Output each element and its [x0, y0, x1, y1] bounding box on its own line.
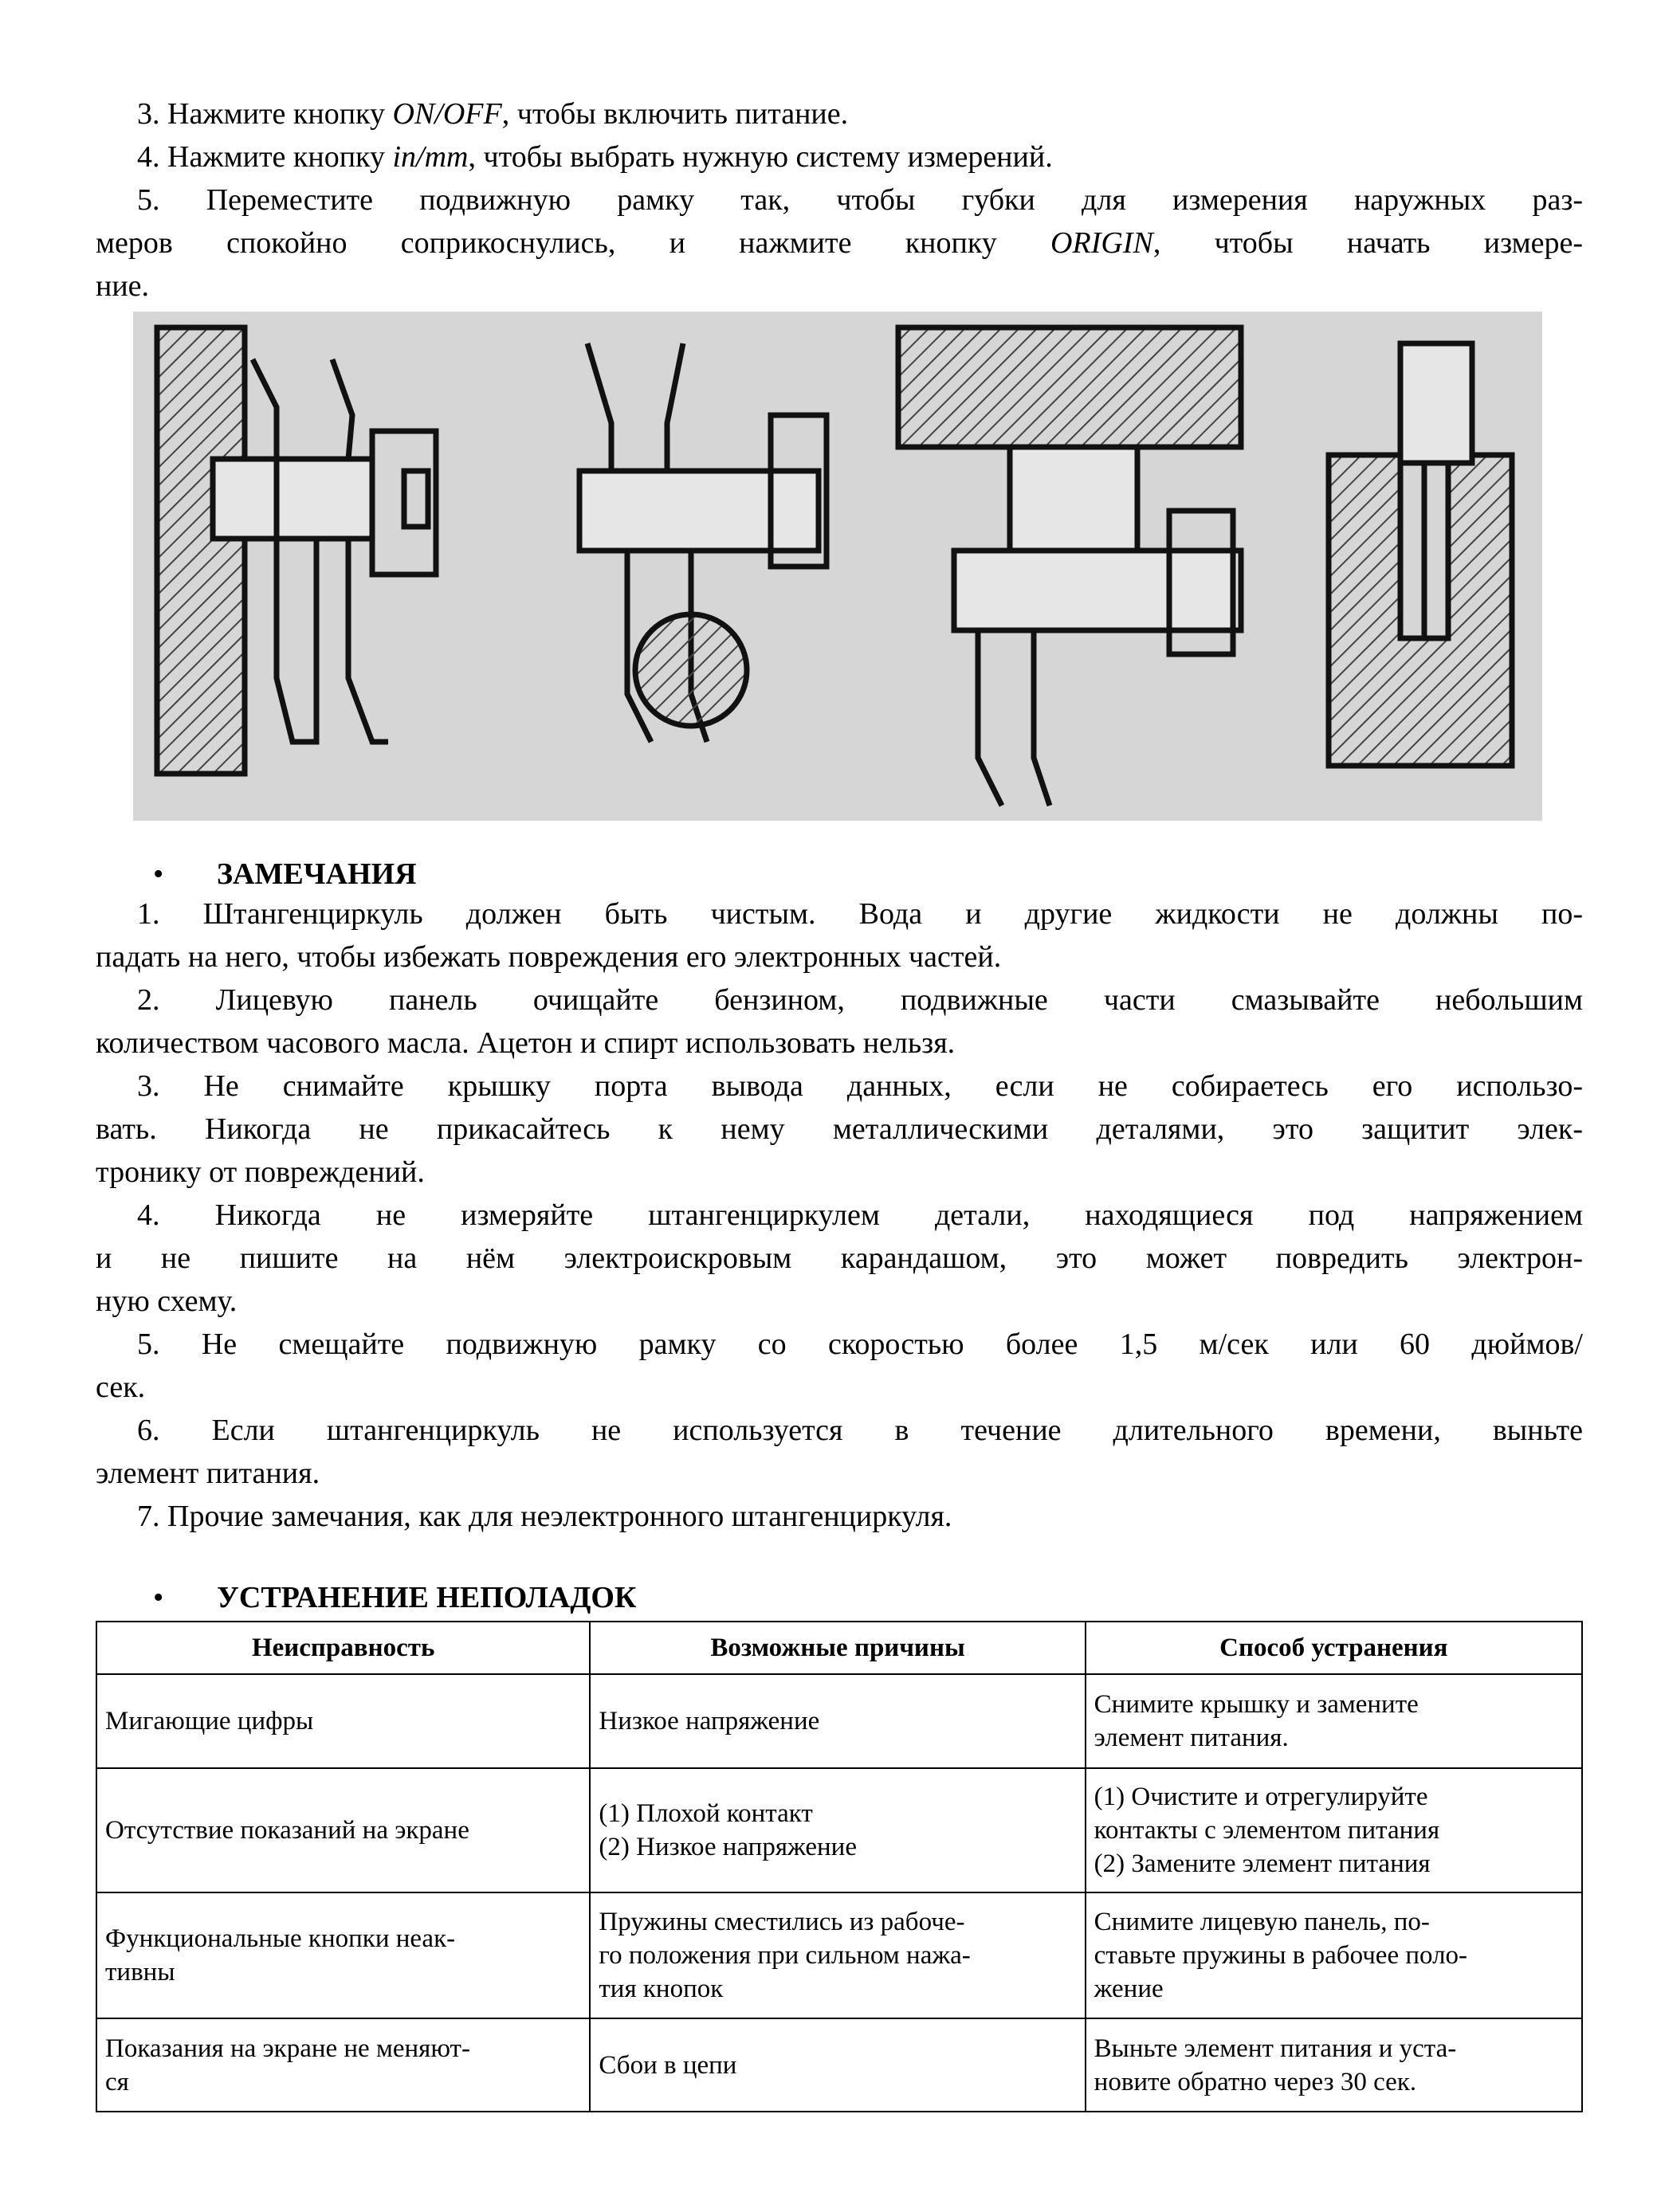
cause-cell: Пружины сместились из рабоче- го положения при сильном нажа- тия кнопок — [590, 1892, 1085, 2018]
text-segment: ние. — [96, 269, 150, 303]
fault-cell: Показания на экране не меняют- ся — [96, 2018, 590, 2112]
note-line: 3. Не снимайте крышку порта вывода данных, если не собираетесь его использо- — [137, 1069, 1583, 1103]
note-line: и не пишите на нём электроискровым карандашом, это может повредить электрон- — [96, 1241, 1583, 1275]
button-name: in/mm — [392, 140, 469, 174]
troubleshooting-heading-text: УСТРАНЕНИЕ НЕПОЛАДОК — [217, 1581, 637, 1614]
note-line: падать на него, чтобы избежать повреждения его электронных частей. — [96, 940, 1002, 974]
remedy-cell: (1) Очистите и отрегулируйте контакты с элементом питания (2) Замените элемент питания — [1086, 1768, 1582, 1892]
table-row — [96, 1674, 1582, 1768]
note-line: 5. Не смещайте подвижную рамку со скоростью более 1,5 м/сек или 60 дюймов/ — [137, 1328, 1583, 1361]
remedy-cell: Выньте элемент питания и уста- новите обратно через 30 сек. — [1086, 2018, 1582, 2112]
note-line: вать. Никогда не прикасайтесь к нему металлическими деталями, это защитит элек- — [96, 1112, 1583, 1146]
text-line — [96, 178, 1583, 222]
note-line: 1. Штангенциркуль должен быть чистым. Вода и другие жидкости не должны по- — [137, 897, 1583, 931]
note-line: 7. Прочие замечания, как для неэлектронного штангенциркуля. — [137, 1500, 952, 1533]
note-line: 2. Лицевую панель очищайте бензином, подвижные части смазывайте небольшим — [137, 983, 1583, 1017]
bullet: • — [153, 857, 164, 891]
text-segment: меров спокойно соприкоснулись, и нажмите кнопку — [96, 226, 1051, 260]
table-row — [96, 1892, 1582, 2018]
note-line: ную схему. — [96, 1284, 238, 1318]
header-causes: Возможные причины — [590, 1622, 1085, 1674]
remedy-cell: Снимите лицевую панель, по- ставьте пружины в рабочее поло- жение — [1086, 1892, 1582, 2018]
button-name: ORIGIN — [1050, 226, 1153, 260]
header-remedy: Способ устранения — [1086, 1622, 1582, 1674]
text-segment: 4. Нажмите кнопку — [137, 140, 393, 174]
notes-heading — [153, 853, 417, 896]
cause-cell: (1) Плохой контакт (2) Низкое напряжение — [590, 1768, 1085, 1892]
remedy-cell: Снимите крышку и замените элемент питания. — [1086, 1674, 1582, 1768]
caliper-usage-figure — [133, 312, 1542, 821]
text-segment: 5. Переместите подвижную рамку так, чтобы губки для измерения наружных раз- — [137, 183, 1583, 217]
note-line: 6. Если штангенциркуль не используется в течение длительного времени, выньте — [137, 1414, 1583, 1447]
troubleshooting-table — [96, 1621, 1583, 2112]
note-line: 4. Никогда не измеряйте штангенциркулем детали, находящиеся под напряжением — [137, 1198, 1583, 1232]
notes-list — [96, 892, 1583, 1538]
troubleshooting-heading — [153, 1576, 636, 1619]
text-line — [96, 222, 1583, 265]
text-segment: 3. Нажмите кнопку — [137, 97, 393, 131]
text-segment: , чтобы включить питание. — [501, 97, 849, 131]
text-segment: , чтобы начать измере- — [1152, 226, 1584, 260]
text-line — [96, 135, 1583, 178]
fault-cell: Мигающие цифры — [96, 1674, 590, 1768]
note-line: сек. — [96, 1371, 146, 1404]
note-line: количеством часового масла. Ацетон и спирт использовать нельзя. — [96, 1026, 956, 1060]
text-line — [96, 92, 1583, 135]
table-row — [96, 1768, 1582, 1892]
fault-cell: Отсутствие показаний на экране — [96, 1768, 590, 1892]
note-line: тронику от повреждений. — [96, 1155, 425, 1189]
header-fault: Неисправность — [96, 1622, 590, 1674]
cause-cell: Сбои в цепи — [590, 2018, 1085, 2112]
table-row — [96, 2018, 1582, 2112]
notes-heading-text: ЗАМЕЧАНИЯ — [217, 857, 417, 891]
bullet: • — [153, 1581, 164, 1614]
cause-cell: Низкое напряжение — [590, 1674, 1085, 1768]
text-line — [96, 265, 1583, 308]
note-line: элемент питания. — [96, 1457, 320, 1490]
fault-cell: Функциональные кнопки неак- тивны — [96, 1892, 590, 2018]
table-header-row — [96, 1622, 1582, 1674]
text-segment: , чтобы выбрать нужную систему измерений. — [468, 140, 1053, 174]
button-name: ON/OFF — [392, 97, 502, 131]
intro-steps — [96, 92, 1583, 308]
